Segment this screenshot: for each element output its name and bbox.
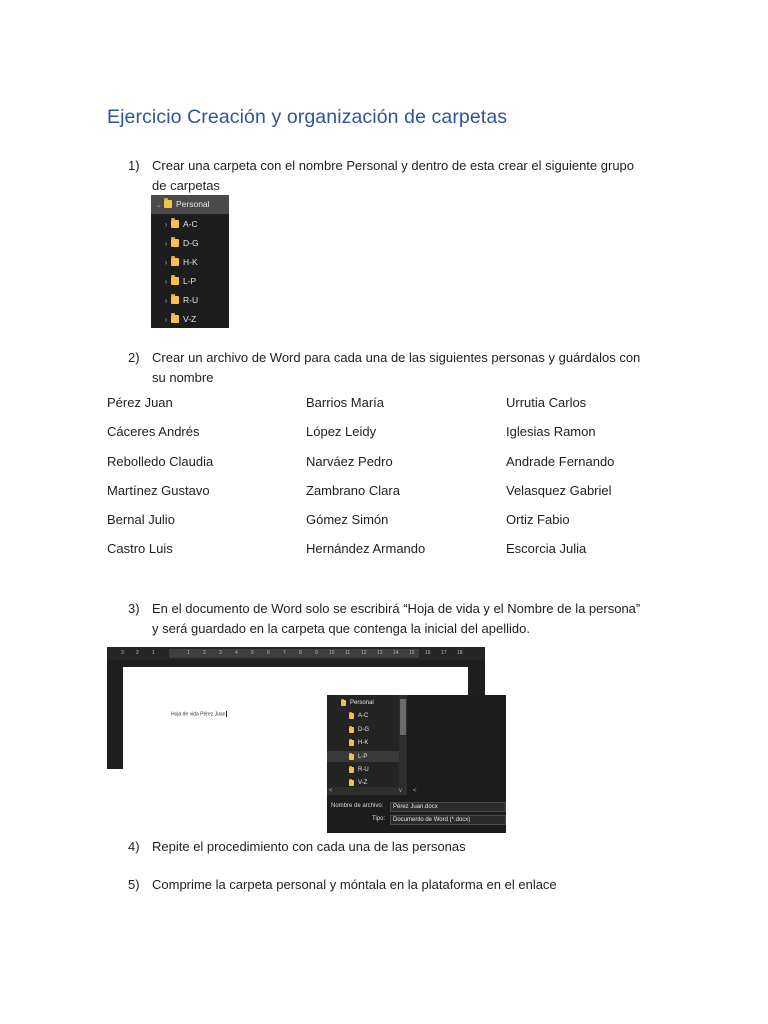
name-cell: Urrutia Carlos <box>506 395 587 410</box>
name-cell: Iglesias Ramon <box>506 424 596 439</box>
ruler-tick: 7 <box>283 650 286 656</box>
step-number: 2) <box>128 350 140 365</box>
ruler-tick: 9 <box>315 650 318 656</box>
folder-tree-item <box>161 235 199 251</box>
folder-icon <box>349 754 354 760</box>
ruler-tick: 15 <box>409 650 415 656</box>
chevron-right-icon: › <box>164 295 168 305</box>
ruler-tick: 3 <box>121 650 124 656</box>
scroll-left-arrow[interactable]: < <box>329 788 333 794</box>
folder-list <box>327 695 417 795</box>
folder-list-item[interactable] <box>349 737 368 748</box>
folder-icon <box>171 277 179 285</box>
folder-icon <box>349 767 354 773</box>
ruler-tick: 6 <box>267 650 270 656</box>
ruler-tick: 12 <box>361 650 367 656</box>
name-cell: Pérez Juan <box>107 395 173 410</box>
folder-label: L-P <box>358 753 368 760</box>
ruler-tick: 18 <box>457 650 463 656</box>
ruler-tick: 8 <box>299 650 302 656</box>
folder-label: V-Z <box>358 779 368 786</box>
folder-icon <box>171 220 179 228</box>
folder-tree-item <box>161 292 198 308</box>
save-dialog-screenshot <box>327 695 506 833</box>
filename-field[interactable]: Pérez Juan.docx <box>390 802 506 812</box>
name-cell: Bernal Julio <box>107 512 175 527</box>
chevron-right-icon: › <box>164 238 168 248</box>
ruler-tick: 2 <box>203 650 206 656</box>
name-cell: Escorcia Julia <box>506 541 587 556</box>
folder-icon <box>171 258 179 266</box>
ruler <box>107 647 485 660</box>
name-cell: Velasquez Gabriel <box>506 483 612 498</box>
ruler-tick: 3 <box>219 650 222 656</box>
page-title: Ejercicio Creación y organización de carpetas <box>107 106 508 128</box>
name-cell: Ortiz Fabio <box>506 512 570 527</box>
ruler-tick: 2 <box>136 650 139 656</box>
step-number: 1) <box>128 158 140 173</box>
folder-label: L-P <box>183 276 197 286</box>
filename-label: Nombre de archivo: <box>331 803 384 809</box>
chevron-right-icon: › <box>164 314 168 324</box>
step-text: Crear una carpeta con el nombre Personal y dentro de esta crear el siguiente grupo de carpetas <box>152 158 635 193</box>
folder-label: H-K <box>358 739 369 746</box>
folder-icon <box>171 315 179 323</box>
vertical-scrollbar[interactable] <box>399 695 407 787</box>
document-text: Hoja de vida Pérez Juan <box>171 711 226 718</box>
folder-label: H-K <box>183 257 198 267</box>
name-cell: Cáceres Andrés <box>107 424 200 439</box>
chevron-right-icon: › <box>164 257 168 267</box>
chevron-right-icon: › <box>164 276 168 286</box>
ruler-tick: 1 <box>152 650 155 656</box>
ruler-tick: 16 <box>425 650 431 656</box>
folder-tree-root-row <box>154 196 210 212</box>
folder-icon <box>341 700 346 706</box>
name-cell: López Leidy <box>306 424 377 439</box>
ruler-tick: 17 <box>441 650 447 656</box>
chevron-down-icon: ⌄ <box>155 199 163 209</box>
filetype-select[interactable]: Documento de Word (*.docx) <box>390 815 506 825</box>
step-text: En el documento de Word solo se escribirá “Hoja de vida y el Nombre de la persona” y será guardado en la carpeta que contenga la inicial del apellido. <box>152 601 641 636</box>
name-cell: Zambrano Clara <box>306 483 400 498</box>
filetype-label: Tipo: <box>372 816 386 822</box>
folder-icon <box>171 239 179 247</box>
name-cell: Martínez Gustavo <box>107 483 210 498</box>
folder-label: A-C <box>358 712 369 719</box>
ruler-tick: 11 <box>345 650 351 656</box>
folder-label: R-U <box>358 766 369 773</box>
scrollbar-thumb[interactable] <box>400 699 406 735</box>
text-caret <box>226 711 227 717</box>
step-number: 3) <box>128 601 140 616</box>
folder-label: Personal <box>350 699 374 706</box>
name-cell: Rebolledo Claudia <box>107 454 214 469</box>
folder-list-item[interactable] <box>349 724 369 735</box>
scroll-left-arrow[interactable]: < <box>413 788 417 794</box>
folder-label: V-Z <box>183 314 197 324</box>
folder-icon <box>164 200 172 208</box>
name-cell: Gómez Simón <box>306 512 389 527</box>
folder-label: D-G <box>358 726 369 733</box>
name-cell: Andrade Fernando <box>506 454 615 469</box>
ruler-tick: 13 <box>377 650 383 656</box>
folder-list-item[interactable] <box>349 710 368 721</box>
step-text: Comprime la carpeta personal y móntala en la plataforma en el enlace <box>152 877 557 892</box>
folder-list-item[interactable] <box>341 697 374 708</box>
folder-tree-item <box>161 311 196 327</box>
folder-label: Personal <box>176 199 210 209</box>
ruler-tick: 14 <box>393 650 399 656</box>
folder-label: A-C <box>183 219 198 229</box>
folder-tree-item <box>161 273 196 289</box>
folder-icon <box>349 713 354 719</box>
step-number: 5) <box>128 877 140 892</box>
ruler-tick: 4 <box>235 650 238 656</box>
folder-list-item[interactable] <box>349 764 369 775</box>
folder-icon <box>349 780 354 786</box>
step-number: 4) <box>128 839 140 854</box>
folder-list-item-selected[interactable] <box>327 751 399 762</box>
step-text: Repite el procedimiento con cada una de las personas <box>152 839 466 854</box>
folder-label: D-G <box>183 238 199 248</box>
horizontal-scrollbar[interactable] <box>327 787 417 795</box>
name-cell: Narváez Pedro <box>306 454 393 469</box>
step-text: Crear un archivo de Word para cada una de las siguientes personas y guárdalos con su nombre <box>152 350 641 385</box>
ruler-tick: 10 <box>329 650 335 656</box>
chevron-right-icon: › <box>164 219 168 229</box>
name-cell: Barrios María <box>306 395 385 410</box>
name-cell: Hernández Armando <box>306 541 426 556</box>
folder-icon <box>171 296 179 304</box>
folder-icon <box>349 727 354 733</box>
folder-label: R-U <box>183 295 199 305</box>
folder-tree-item <box>161 216 198 232</box>
folder-tree-screenshot <box>151 195 229 328</box>
folder-tree-item <box>161 254 198 270</box>
name-cell: Castro Luis <box>107 541 173 556</box>
ruler-tick: 1 <box>187 650 190 656</box>
scroll-down-arrow[interactable]: v <box>399 788 402 794</box>
document-text-line <box>171 711 227 717</box>
ruler-tick: 5 <box>251 650 254 656</box>
folder-icon <box>349 740 354 746</box>
